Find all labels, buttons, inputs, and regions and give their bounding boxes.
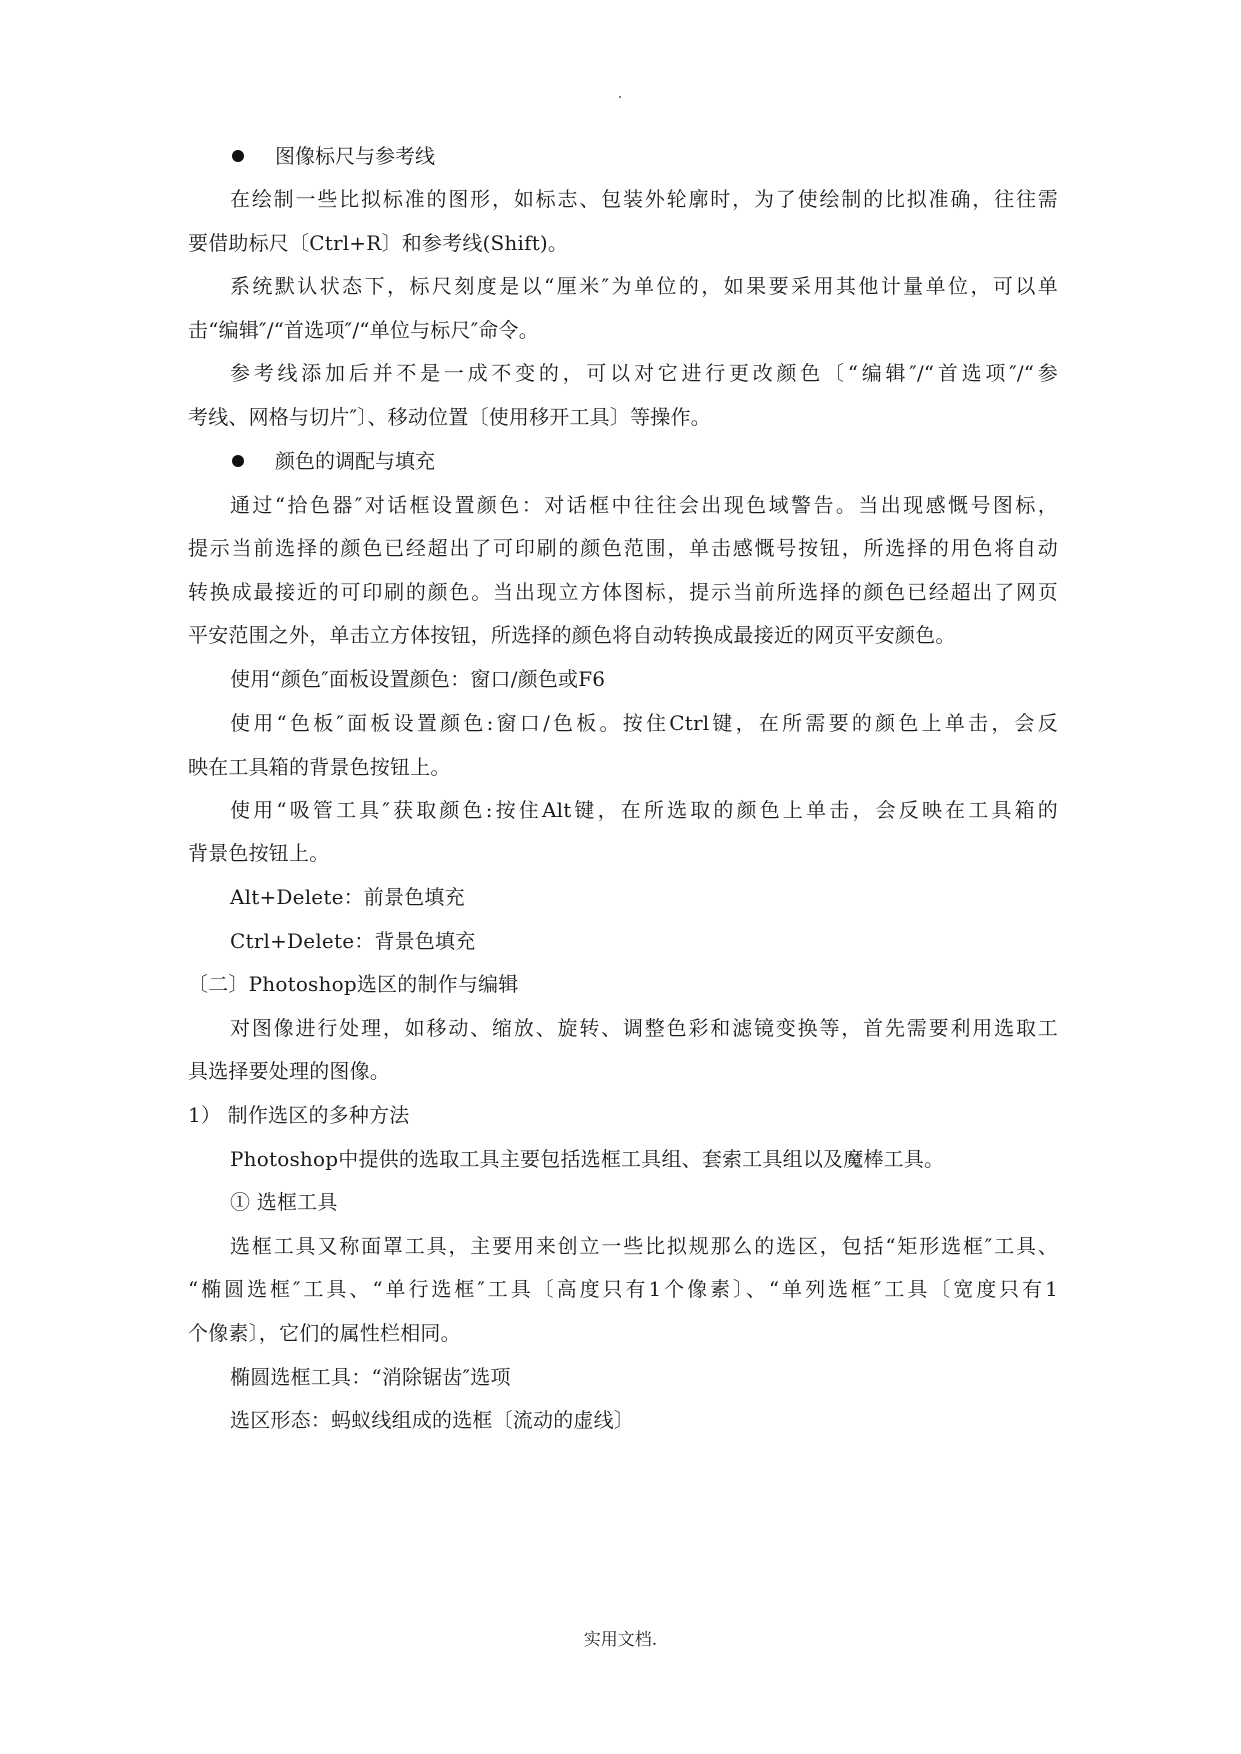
section-heading-selection: 〔二〕Photoshop选区的制作与编辑 xyxy=(188,972,519,996)
paragraph-line: 转换成最接近的可印刷的颜色。当出现立方体图标，提示当前所选择的颜色已经超出了网页 xyxy=(188,580,1058,604)
paragraph-line: 参考线添加后并不是一成不变的，可以对它进行更改颜色〔“编辑″/“首选项″/“参 xyxy=(230,361,1058,385)
paragraph-line: 具选择要处理的图像。 xyxy=(188,1059,390,1083)
paragraph-line: Photoshop中提供的选取工具主要包括选框工具组、套索工具组以及魔棒工具。 xyxy=(230,1147,945,1171)
paragraph-line: 使用“色板″面板设置颜色:窗口/色板。按住Ctrl键，在所需要的颜色上单击，会反 xyxy=(230,711,1058,735)
paragraph-line: 要借助标尺〔Ctrl+R〕和参考线(Shift)。 xyxy=(188,231,569,255)
paragraph-line: Alt+Delete：前景色填充 xyxy=(230,885,465,909)
paragraph-line: 考线、网格与切片″〕、移动位置〔使用移开工具〕等操作。 xyxy=(188,405,711,429)
paragraph-line: 平安范围之外，单击立方体按钮，所选择的颜色将自动转换成最接近的网页平安颜色。 xyxy=(188,623,956,647)
paragraph-line: 使用“吸管工具″获取颜色:按住Alt键，在所选取的颜色上单击，会反映在工具箱的 xyxy=(230,798,1058,822)
paragraph-line: Ctrl+Delete：背景色填充 xyxy=(230,929,476,953)
paragraph-line: 选框工具又称面罩工具，主要用来创立一些比拟规那么的选区，包括“矩形选框″工具、 xyxy=(230,1234,1058,1258)
bullet-icon xyxy=(232,150,244,162)
paragraph-line: 在绘制一些比拟标准的图形，如标志、包装外轮廓时，为了使绘制的比拟准确，往往需 xyxy=(230,187,1058,211)
header-mark xyxy=(619,96,621,98)
subsection-heading-marquee: ① 选框工具 xyxy=(230,1190,338,1214)
paragraph-line: 通过“拾色器″对话框设置颜色：对话框中往往会出现色域警告。当出现感慨号图标， xyxy=(230,493,1058,517)
paragraph-line: 映在工具箱的背景色按钮上。 xyxy=(188,755,451,779)
page-footer: 实用文档. xyxy=(583,1630,658,1650)
paragraph-line: 选区形态：蚂蚁线组成的选框〔流动的虚线〕 xyxy=(230,1408,634,1432)
subsection-heading-methods: 1） 制作选区的多种方法 xyxy=(188,1103,410,1127)
section-heading-ruler: 图像标尺与参考线 xyxy=(275,144,435,168)
section-heading-color: 颜色的调配与填充 xyxy=(275,449,435,473)
paragraph-line: 击“编辑″/“首选项″/“单位与标尺″命令。 xyxy=(188,318,539,342)
bullet-icon xyxy=(232,455,244,467)
paragraph-line: “椭圆选框″工具、“单行选框″工具〔高度只有1个像素〕、“单列选框″工具〔宽度只有1 xyxy=(188,1277,1058,1301)
paragraph-line: 系统默认状态下，标尺刻度是以“厘米″为单位的，如果要采用其他计量单位，可以单 xyxy=(230,274,1058,298)
paragraph-line: 对图像进行处理，如移动、缩放、旋转、调整色彩和滤镜变换等，首先需要利用选取工 xyxy=(230,1016,1058,1040)
paragraph-line: 使用“颜色″面板设置颜色：窗口/颜色或F6 xyxy=(230,667,606,691)
paragraph-line: 背景色按钮上。 xyxy=(188,841,330,865)
paragraph-line: 个像素〕，它们的属性栏相同。 xyxy=(188,1321,461,1345)
paragraph-line: 椭圆选框工具：“消除锯齿″选项 xyxy=(230,1365,511,1389)
paragraph-line: 提示当前选择的颜色已经超出了可印刷的颜色范围，单击感慨号按钮，所选择的用色将自动 xyxy=(188,536,1058,560)
